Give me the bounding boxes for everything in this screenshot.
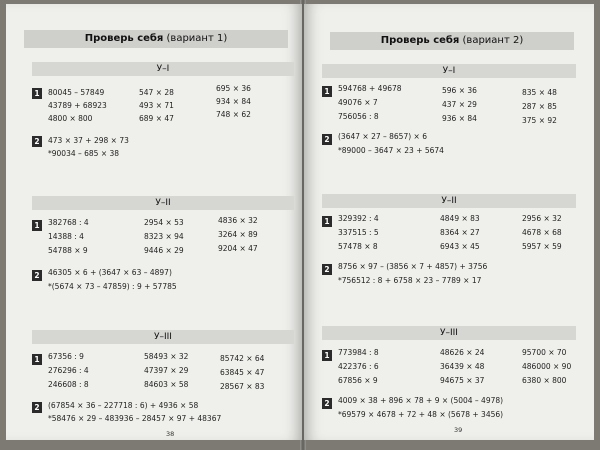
right-s1-c1-r3: 756056 : 8 bbox=[338, 112, 379, 121]
left-title-bold: Проверь себя bbox=[84, 33, 164, 44]
right-s2-c1-r2: 337515 : 5 bbox=[338, 228, 379, 237]
right-s3-c3-r2: 486000 × 90 bbox=[522, 362, 572, 371]
right-s2-task2-line2: *756512 : 8 + 6758 × 23 – 7789 × 17 bbox=[338, 276, 482, 285]
left-s3-task1-number: 1 bbox=[32, 354, 42, 365]
right-s1-task2-line1: (3647 × 27 – 8657) × 6 bbox=[338, 132, 427, 141]
left-s3-task2-line1: (67854 × 36 – 227718 : 6) + 4936 × 58 bbox=[48, 401, 199, 410]
right-s1-c2-r3: 936 × 84 bbox=[442, 114, 477, 123]
left-page-number: 38 bbox=[166, 430, 175, 438]
right-s2-c2-r2: 8364 × 27 bbox=[440, 228, 480, 237]
left-s1-c3-r1: 695 × 36 bbox=[216, 84, 251, 93]
left-section-1-head: У–I bbox=[32, 62, 294, 76]
right-s2-c1-r3: 57478 × 8 bbox=[338, 242, 378, 251]
right-s3-c1-r3: 67856 × 9 bbox=[338, 376, 378, 385]
left-s1-task2-line2: *90034 – 685 × 38 bbox=[48, 149, 120, 158]
right-s3-c2-r2: 36439 × 48 bbox=[440, 362, 485, 371]
right-section-2-head: У–II bbox=[322, 194, 576, 208]
left-s2-task1-number: 1 bbox=[32, 220, 42, 231]
right-s1-task2-number: 2 bbox=[322, 134, 332, 145]
right-s3-c3-r3: 6380 × 800 bbox=[522, 376, 567, 385]
right-s1-task1-number: 1 bbox=[322, 86, 332, 97]
right-s3-task2-line1: 4009 × 38 + 896 × 78 + 9 × (5004 – 4978) bbox=[338, 396, 504, 405]
right-page-title bbox=[330, 32, 574, 50]
left-s2-task2-number: 2 bbox=[32, 270, 42, 281]
left-s2-c2-r2: 8323 × 94 bbox=[144, 232, 184, 241]
left-s3-c2-r1: 58493 × 32 bbox=[144, 352, 189, 361]
left-s2-c1-r2: 14388 : 4 bbox=[48, 232, 84, 241]
left-s1-c1-r1: 80045 – 57849 bbox=[48, 88, 105, 97]
left-s1-task2-line1: 473 × 37 + 298 × 73 bbox=[48, 136, 129, 145]
left-section-3-head: У–III bbox=[32, 330, 294, 344]
left-s2-c2-r3: 9446 × 29 bbox=[144, 246, 184, 255]
left-page-title bbox=[24, 30, 288, 48]
left-s2-c1-r1: 382768 : 4 bbox=[48, 218, 89, 227]
right-s2-task1-number: 1 bbox=[322, 216, 332, 227]
right-s2-c3-r1: 2956 × 32 bbox=[522, 214, 562, 223]
right-s1-task2-line2: *89000 – 3647 × 23 + 5674 bbox=[338, 146, 444, 155]
left-s1-c2-r2: 493 × 71 bbox=[139, 101, 174, 110]
left-s3-c2-r3: 84603 × 58 bbox=[144, 380, 189, 389]
right-s1-c2-r1: 596 × 36 bbox=[442, 86, 477, 95]
left-s1-c1-r3: 4800 × 800 bbox=[48, 114, 93, 123]
left-s1-c3-r3: 748 × 62 bbox=[216, 110, 251, 119]
right-title-variant: (вариант 2) bbox=[462, 35, 524, 46]
left-s2-c1-r3: 54788 × 9 bbox=[48, 246, 88, 255]
right-page bbox=[304, 4, 594, 440]
right-s3-task1-number: 1 bbox=[322, 350, 332, 361]
left-s2-c3-r3: 9204 × 47 bbox=[218, 244, 258, 253]
right-page-number: 39 bbox=[454, 426, 463, 434]
left-s3-c1-r2: 276296 : 4 bbox=[48, 366, 89, 375]
left-s3-task2-number: 2 bbox=[32, 402, 42, 413]
right-section-1-head: У–I bbox=[322, 64, 576, 78]
left-s3-c3-r2: 63845 × 47 bbox=[220, 368, 265, 377]
left-page bbox=[6, 4, 302, 440]
left-s2-task2-line2: *(5674 × 73 – 47859) : 9 + 57785 bbox=[48, 282, 177, 291]
right-s3-c2-r3: 94675 × 37 bbox=[440, 376, 485, 385]
left-s1-c1-r2: 43789 + 68923 bbox=[48, 101, 107, 110]
right-s1-c2-r2: 437 × 29 bbox=[442, 100, 477, 109]
right-section-3-head: У–III bbox=[322, 326, 576, 340]
right-s1-c1-r2: 49076 × 7 bbox=[338, 98, 378, 107]
right-s1-c3-r2: 287 × 85 bbox=[522, 102, 557, 111]
left-s3-c3-r3: 28567 × 83 bbox=[220, 382, 265, 391]
left-s1-c3-r2: 934 × 84 bbox=[216, 97, 251, 106]
right-s3-c1-r2: 422376 : 6 bbox=[338, 362, 379, 371]
right-s2-task2-number: 2 bbox=[322, 264, 332, 275]
right-s2-c2-r3: 6943 × 45 bbox=[440, 242, 480, 251]
left-s1-c2-r3: 689 × 47 bbox=[139, 114, 174, 123]
left-s2-c2-r1: 2954 × 53 bbox=[144, 218, 184, 227]
left-s1-c2-r1: 547 × 28 bbox=[139, 88, 174, 97]
left-s2-c3-r1: 4836 × 32 bbox=[218, 216, 258, 225]
left-s2-c3-r2: 3264 × 89 bbox=[218, 230, 258, 239]
left-title-variant: (вариант 1) bbox=[166, 33, 228, 44]
right-s1-c1-r1: 594768 + 49678 bbox=[338, 84, 402, 93]
right-s2-c1-r1: 329392 : 4 bbox=[338, 214, 379, 223]
right-title-bold: Проверь себя bbox=[380, 35, 460, 46]
left-s3-c1-r3: 246608 : 8 bbox=[48, 380, 89, 389]
left-s3-c3-r1: 85742 × 64 bbox=[220, 354, 265, 363]
right-s2-c3-r2: 4678 × 68 bbox=[522, 228, 562, 237]
left-s1-task1-number: 1 bbox=[32, 88, 42, 99]
left-s3-c1-r1: 67356 : 9 bbox=[48, 352, 84, 361]
right-s2-task2-line1: 8756 × 97 – (3856 × 7 + 4857) + 3756 bbox=[338, 262, 488, 271]
right-s3-task2-number: 2 bbox=[322, 398, 332, 409]
right-s3-task2-line2: *69579 × 4678 + 72 + 48 × (5678 + 3456) bbox=[338, 410, 504, 419]
left-s3-c2-r2: 47397 × 29 bbox=[144, 366, 189, 375]
right-s2-c3-r3: 5957 × 59 bbox=[522, 242, 562, 251]
left-s3-task2-line2: *58476 × 29 – 483936 – 28457 × 97 + 48367 bbox=[48, 414, 222, 423]
right-s1-c3-r3: 375 × 92 bbox=[522, 116, 557, 125]
left-s1-task2-number: 2 bbox=[32, 136, 42, 147]
left-section-2-head: У–II bbox=[32, 196, 294, 210]
right-s3-c3-r1: 95700 × 70 bbox=[522, 348, 567, 357]
left-s2-task2-line1: 46305 × 6 + (3647 × 63 – 4897) bbox=[48, 268, 172, 277]
right-s3-c2-r1: 48626 × 24 bbox=[440, 348, 485, 357]
right-s3-c1-r1: 773984 : 8 bbox=[338, 348, 379, 357]
right-s1-c3-r1: 835 × 48 bbox=[522, 88, 557, 97]
right-s2-c2-r1: 4849 × 83 bbox=[440, 214, 480, 223]
